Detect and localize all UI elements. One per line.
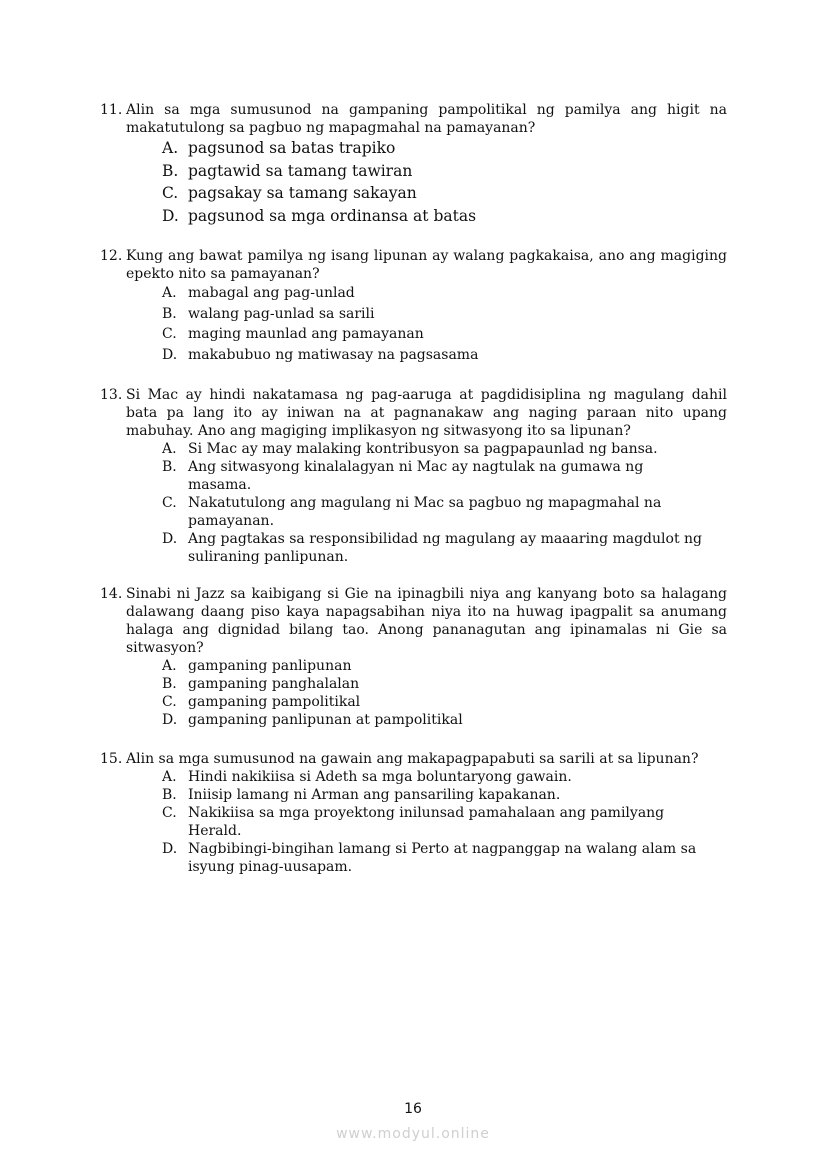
choice-d <box>162 711 727 729</box>
choice-text: mabagal ang pag-unlad <box>188 285 355 301</box>
choice-text: Ang pagtakas sa responsibilidad ng magulang ay maaaring magdulot ng suliraning panlipunan. <box>188 531 703 565</box>
choice-d <box>162 530 727 566</box>
choice-b <box>162 160 727 183</box>
choice-text: walang pag-unlad sa sarili <box>188 305 375 322</box>
choice-text: pagsakay sa tamang sakayan <box>188 184 417 202</box>
question-number: 12. <box>100 248 123 264</box>
choice-b <box>162 304 727 325</box>
choice-d <box>162 345 727 366</box>
choice-letter: D. <box>162 206 179 225</box>
choice-text: Si Mac ay may malaking kontribusyon sa pagpapaunlad ng bansa. <box>188 441 658 457</box>
choice-text: Hindi nakikiisa si Adeth sa mga boluntaryong gawain. <box>188 769 572 785</box>
question-14 <box>100 585 727 729</box>
question-number: 13. <box>100 387 123 403</box>
choice-letter: C. <box>162 326 177 342</box>
choice-letter: B. <box>162 787 177 803</box>
choice-text: maging maunlad ang pamayanan <box>188 326 424 342</box>
choice-text: Ang sitwasyong kinalalagyan ni Mac ay nagtulak na gumawa ng masama. <box>188 459 644 493</box>
choice-text: makabubuo ng matiwasay na pagsasama <box>188 346 479 363</box>
choice-letter: D. <box>162 531 178 547</box>
choice-letter: A. <box>162 285 177 301</box>
choice-list <box>100 283 727 365</box>
choice-text: Nakatutulong ang magulang ni Mac sa pagbuo ng mapagmahal na pamayanan. <box>188 495 662 529</box>
choice-text: pagsunod sa mga ordinansa at batas <box>188 206 477 225</box>
choice-text: Nagbibingi-bingihan lamang si Perto at nagpanggap na walang alam sa isyung pinag-uusapam. <box>188 841 697 875</box>
choice-letter: A. <box>162 769 177 785</box>
question-stem: Alin sa mga sumusunod na gampaning pampolitikal ng pamilya ang higit na makatutulong sa pagbuo ng mapagmahal na pamayanan? <box>126 102 727 136</box>
choice-b <box>162 675 727 693</box>
choice-letter: C. <box>162 495 177 511</box>
watermark-link[interactable]: www.modyul.online <box>336 1126 490 1142</box>
choice-letter: B. <box>162 305 177 322</box>
choice-c <box>162 804 727 840</box>
choice-letter: B. <box>162 161 179 180</box>
choice-letter: D. <box>162 712 178 728</box>
question-stem: Alin sa mga sumusunod na gawain ang makapagpapabuti sa sarili at sa lipunan? <box>126 751 699 767</box>
choice-list <box>100 768 727 876</box>
choice-d <box>162 205 727 228</box>
choice-letter: D. <box>162 346 178 363</box>
choice-text: Iniisip lamang ni Arman ang pansariling kapakanan. <box>188 787 561 803</box>
question-15 <box>100 750 727 876</box>
choice-list <box>100 657 727 729</box>
question-12 <box>100 247 727 365</box>
choice-letter: B. <box>162 459 177 475</box>
question-number: 15. <box>100 751 123 767</box>
question-stem: Si Mac ay hindi nakatamasa ng pag-aaruga at pagdidisiplina ng magulang dahil bata pa lang ito ay iniwan na at pagnanakaw ang naging paraan nito upang mabuhay. Ano ang magiging implikasyon ng sitwasyong ito sa lipunan? <box>126 387 727 439</box>
choice-a <box>162 137 727 160</box>
question-number: 11. <box>100 102 123 118</box>
choice-c <box>162 324 727 345</box>
choice-letter: C. <box>162 184 179 202</box>
question-13 <box>100 386 727 566</box>
choice-b <box>162 786 727 804</box>
choice-a <box>162 657 727 675</box>
choice-letter: C. <box>162 805 177 821</box>
question-number: 14. <box>100 586 123 602</box>
choice-list <box>100 137 727 227</box>
choice-a <box>162 768 727 786</box>
choice-text: gampaning panlipunan at pampolitikal <box>188 712 463 728</box>
page-number: 16 <box>404 1101 422 1117</box>
choice-letter: A. <box>162 139 179 157</box>
question-stem: Kung ang bawat pamilya ng isang lipunan ay walang pagkakaisa, ano ang magiging epekto nito sa pamayanan? <box>126 248 727 282</box>
choice-text: gampaning pampolitikal <box>188 694 361 710</box>
choice-letter: D. <box>162 841 178 857</box>
choice-list <box>100 440 727 566</box>
choice-d <box>162 840 727 876</box>
choice-text: gampaning panlipunan <box>188 658 352 674</box>
choice-letter: A. <box>162 658 177 674</box>
choice-letter: A. <box>162 441 177 457</box>
choice-letter: B. <box>162 676 177 692</box>
choice-text: Nakikiisa sa mga proyektong inilunsad pamahalaan ang pamilyang Herald. <box>188 805 665 839</box>
choice-letter: C. <box>162 694 177 710</box>
question-stem: Sinabi ni Jazz sa kaibigang si Gie na ipinagbili niya ang kanyang boto sa halagang dalawang daang piso kaya napagsabihan niya ito na huwag ipagpalit sa anumang halaga ang dignidad bilang tao. Anong pananagutan ang ipinamalas ni Gie sa sitwasyon? <box>126 586 727 656</box>
choice-c <box>162 693 727 711</box>
choice-text: pagtawid sa tamang tawiran <box>188 161 413 180</box>
choice-a <box>162 283 727 304</box>
choice-c <box>162 182 727 205</box>
choice-a <box>162 440 727 458</box>
choice-text: gampaning panghalalan <box>188 676 360 692</box>
question-11 <box>100 101 727 227</box>
choice-c <box>162 494 727 530</box>
choice-b <box>162 458 727 494</box>
choice-text: pagsunod sa batas trapiko <box>188 139 396 157</box>
